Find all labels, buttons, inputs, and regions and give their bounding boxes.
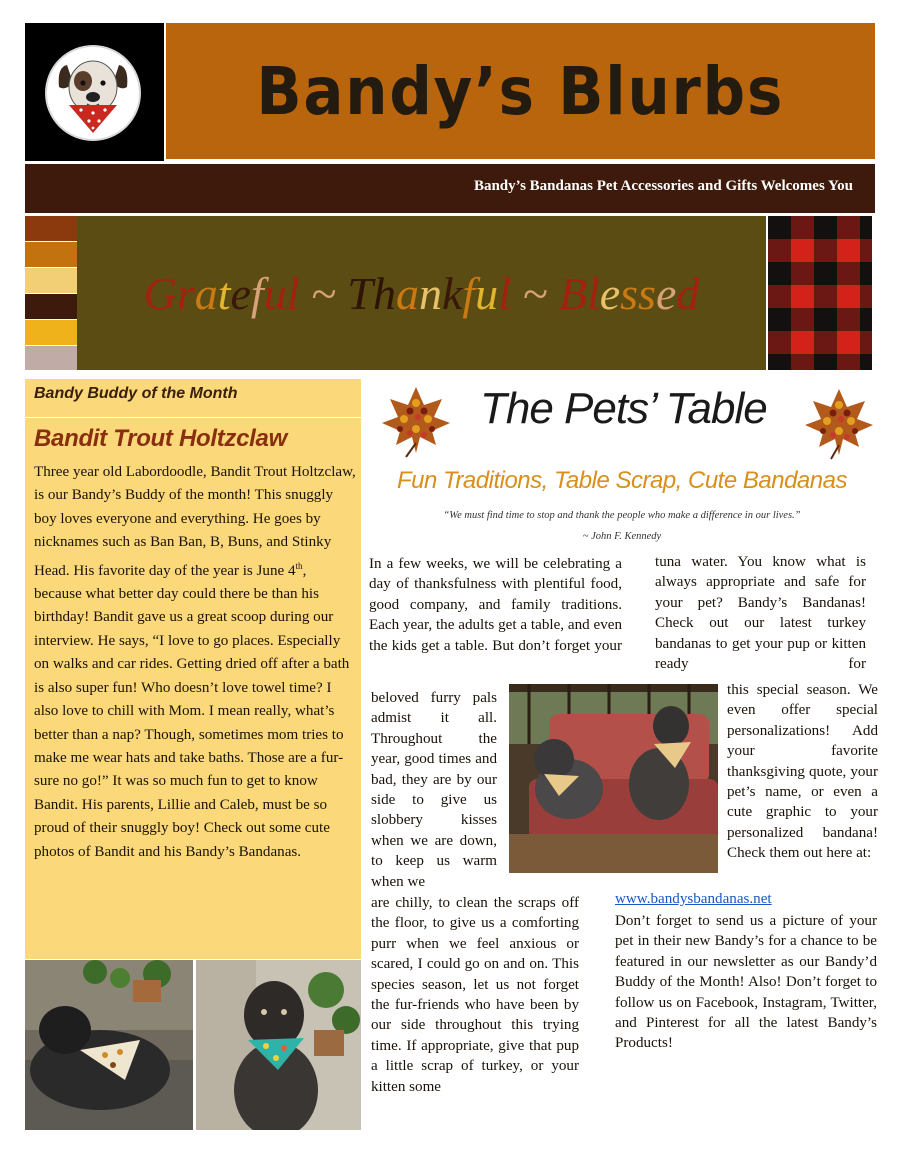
- color-swatch: [25, 346, 77, 370]
- grateful-banner: [77, 216, 766, 370]
- buddy-of-the-month-panel: [25, 379, 361, 959]
- banner-segment: a: [395, 267, 419, 319]
- color-swatch: [25, 242, 77, 267]
- divider: [25, 417, 361, 418]
- banner-segment: ~: [510, 267, 559, 319]
- article-title: The Pets’ Table: [480, 384, 767, 433]
- article-paragraph: Don’t forget to send us a picture of your pet in their new Bandy’s for a chance to be featured in our newsletter as our Bandy’d Buddy of the Month! Also! Don’t forget to follow us on Facebook, Instagram, Twitter, and Pinterest for all the latest Bandy’s Products!: [615, 913, 877, 1052]
- buddy-section-label: Bandy Buddy of the Month: [34, 385, 238, 402]
- banner-segment: n: [418, 267, 442, 319]
- banner-text: [144, 267, 700, 320]
- banner-segment: Bl: [558, 267, 600, 319]
- buffalo-plaid-pattern: [768, 216, 872, 370]
- article-subtitle: Fun Traditions, Table Scrap, Cute Bandanas: [397, 467, 847, 494]
- article-paragraph: this special season. We even offer special personalizations! Add your favorite thanksgiving quote, your pet’s name, or even a cute graphic to your personalized bandana! Check them out here at:: [727, 682, 878, 862]
- buddy-story-part-1: Three year old Labordoodle, Bandit Trout Holtzclaw, is our Bandy’s Buddy of the month! This snuggly boy loves everyone and everything. He goes by nicknames such as Ban Ban, B, Buns, and Stinky Head. His favorite day of the year is June 4: [34, 464, 356, 579]
- banner-segment: ~: [299, 267, 348, 319]
- quote: “We must find time to stop and thank the people who make a difference in our lives.”: [443, 510, 801, 521]
- newsletter-title: Bandy’s Blurbs: [256, 52, 785, 130]
- banner-segment: ul: [263, 267, 300, 319]
- banner-segment: u: [475, 267, 499, 319]
- color-swatch: [25, 294, 77, 319]
- color-swatch: [25, 268, 77, 293]
- banner-segment: f: [250, 267, 264, 319]
- banner-segment: d: [676, 267, 700, 319]
- bandit-photo-2: [196, 960, 361, 1130]
- banner-segment: l: [498, 267, 511, 319]
- banner-segment: a: [194, 267, 218, 319]
- quote-author: ~ John F. Kennedy: [582, 531, 662, 542]
- article-paragraph: beloved furry pals admist it all. Throughout the year, good times and bad, they are by our side to give us slobbery kisses when we are down, to keep us warm when we: [371, 690, 497, 890]
- banner-segment: e: [655, 267, 677, 319]
- autumn-leaf-icon: [803, 385, 875, 461]
- banner-segment: t: [217, 267, 231, 319]
- bandit-photo-1: [25, 960, 193, 1130]
- tagline-bar: [25, 164, 875, 213]
- dog-logo-icon: [47, 47, 139, 139]
- autumn-leaf-icon: [380, 383, 452, 459]
- banner-segment: e: [230, 267, 251, 319]
- dogs-on-swing-photo: [509, 684, 718, 873]
- dog-with-bandana-logo: [45, 45, 141, 141]
- banner-segment: ss: [620, 267, 656, 319]
- color-swatch: [25, 320, 77, 345]
- article-paragraph: In a few weeks, we will be celebrating a day of thanksfulness with plentiful food, good company, and family traditions. Each year, the adults get a table, and even the kids get a table. But don’t forget your: [369, 556, 622, 654]
- color-swatch: [25, 216, 77, 241]
- website-link[interactable]: www.bandysbandanas.net: [615, 891, 772, 907]
- buddy-story-part-2: , because what better day could there be than his birthday! Bandit gave us a great scoop during our interview. He says, “I love to go places. Especially on walks and car rides. Getting dried off after a bath is also super fun! Who doesn’t love towel time? I also love to chill with Mom. I mean really, what’s better than a nap? Though, sometimes mom tries to make me wear hats and take baths. Those are a fur-sure no go!” It was so much fun to get to know Bandit. His parents, Lillie and Caleb, must be so proud of their snuggly boy! Check out some cute photos of Bandit and his Bandy’s Bandanas.: [34, 562, 350, 860]
- banner-segment: Gr: [143, 267, 195, 319]
- buddy-story-superscript: th: [295, 560, 303, 571]
- banner-segment: e: [599, 267, 621, 319]
- logo-panel: [25, 23, 164, 161]
- article-paragraph: are chilly, to clean the scraps off the floor, to give us a comforting purr when we feel anxious or scared, I could go on and on. This species season, let us not forget the fur-friends who have been by our side throughout this trying time. If appropriate, give that pup a little scrap of turkey, or your kitten some: [371, 895, 579, 1095]
- tagline: Bandy’s Bandanas Pet Accessories and Gifts Welcomes You: [473, 178, 853, 194]
- buddy-story: [34, 461, 356, 864]
- banner-segment: Th: [347, 267, 396, 319]
- title-bar: [166, 23, 875, 159]
- article-paragraph: tuna water. You know what is always appropriate and safe for your pet? Bandy’s Bandanas! Check out our latest turkey bandanas to get your pup or kitten ready for: [655, 554, 866, 673]
- banner-segment: k: [441, 267, 463, 319]
- banner-segment: f: [462, 267, 476, 319]
- buddy-name: Bandit Trout Holtzclaw: [34, 425, 287, 452]
